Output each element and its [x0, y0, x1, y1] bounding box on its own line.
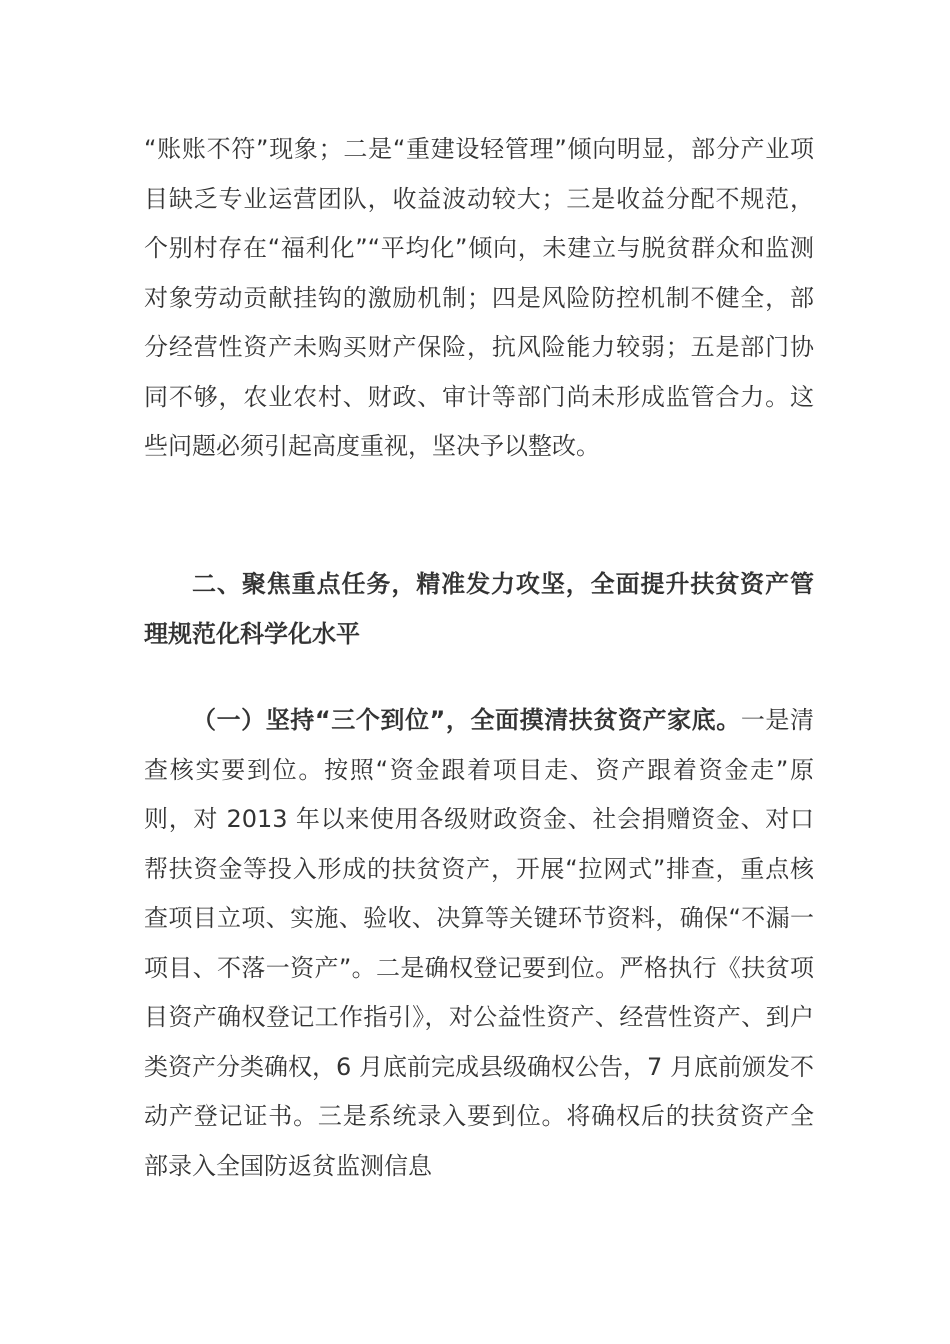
body-paragraph: “账账不符”现象；二是“重建设轻管理”倾向明显，部分产业项目缺乏专业运营团队，收益波动较大；三是收益分配不规范，个别村存在“福利化”“平均化”倾向，未建立与脱贫群众和监测对象劳动贡献挂钩的激励机制；四是风险防控机制不健全，部分经营性资产未购买财产保险，抗风险能力较弱；五是部门协同不够，农业农村、财政、审计等部门尚未形成监管合力。这些问题必须引起高度重视，坚决予以整改。	[144, 135, 814, 460]
subsection-body: 一是清查核实要到位。按照“资金跟着项目走、资产跟着资金走”原则，对 2013 年以来使用各级财政资金、社会捐赠资金、对口帮扶资金等投入形成的扶贫资产，开展“拉网式”排查，重点核查项目立项、实施、验收、决算等关键环节资料，确保“不漏一项目、不落一资产”。二是确权登记要到位。严格执行《扶贫项目资产确权登记工作指引》，对公益性资产、经营性资产、到户类资产分类确权，6 月底前完成县级确权公告，7 月底前颁发不动产登记证书。三是系统录入要到位。将确权后的扶贫资产全部录入全国防返贫监测信息	[144, 706, 814, 1180]
section-heading: 二、聚焦重点任务，精准发力攻坚，全面提升扶贫资产管理规范化科学化水平	[144, 570, 814, 648]
subsection-lead: （一）坚持“三个到位”，全面摸清扶贫资产家底。	[192, 706, 741, 734]
subsection-paragraph	[144, 696, 814, 1191]
